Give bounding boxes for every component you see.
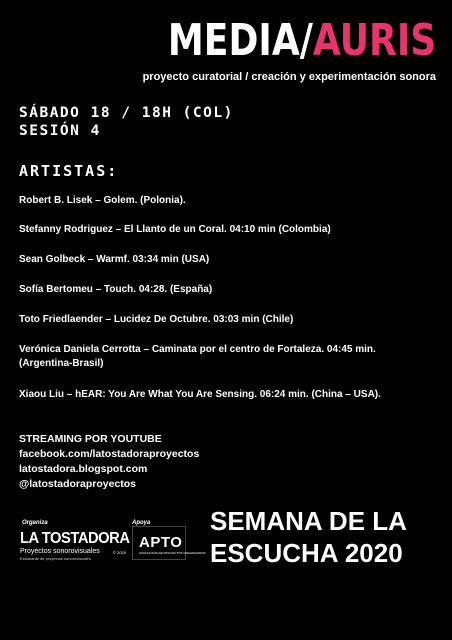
- artist-item: Robert B. Lisek – Golem. (Polonia).: [19, 195, 186, 206]
- apto-name: APTO: [139, 534, 183, 551]
- facebook-link[interactable]: facebook.com/latostadoraproyectos: [19, 448, 200, 460]
- instagram-handle[interactable]: @latostadoraproyectos: [19, 478, 137, 490]
- brand-part2: AURIS: [312, 15, 436, 66]
- session-number: SESIÓN 4: [19, 123, 101, 139]
- streaming-info: [19, 432, 199, 492]
- artist-item: Sean Golbeck – Warmf. 03:34 min (USA): [19, 254, 210, 265]
- artist-item: Xiaou Liu – hEAR: You Are What You Are Sensing. 06:24 min. (China – USA).: [19, 389, 381, 400]
- organiza-label: Organiza: [22, 520, 48, 526]
- event-title-line2: ESCUCHA 2020: [210, 538, 403, 568]
- brand-part1: MEDIA/: [167, 15, 313, 66]
- apoya-label: Apoya: [132, 520, 151, 526]
- tostadora-name: LA TOSTADORA: [20, 530, 130, 547]
- event-title-line1: SEMANA DE LA: [210, 506, 407, 536]
- session-date: SÁBADO 18 / 18H (COL): [19, 105, 234, 121]
- artist-item: Toto Friedlaender – Lucidez De Octubre. 03:03 min (Chile): [19, 314, 294, 325]
- la-tostadora-logo: [20, 530, 130, 570]
- artist-item: Sofía Bertomeu – Touch. 04:28. (España): [19, 284, 213, 295]
- tostadora-fineprint: Estudiante de proyectos sonorovisuales: [20, 556, 91, 561]
- artist-item: Verónica Daniela Cerrotta – Caminata por el centro de Fortaleza. 04:45 min. (Argentina-Brasil): [19, 344, 376, 369]
- tostadora-tagline: Proyectos sonorovisuales: [20, 548, 100, 555]
- artist-item: Stefanny Rodriguez – El Llanto de un Coral. 04:10 min (Colombia): [19, 224, 331, 235]
- session-info: [19, 104, 234, 140]
- brand-logo: [168, 16, 436, 66]
- artists-heading: ARTISTAS:: [19, 162, 119, 180]
- apto-fineprint: ASOCIACIÓN DE PROYECTOS ORGANIZADOS: [139, 551, 206, 555]
- event-title: [210, 505, 440, 569]
- subtitle: proyecto curatorial / creación y experimentación sonora: [142, 71, 436, 83]
- blog-link[interactable]: latostadora.blogspot.com: [19, 463, 148, 475]
- streaming-heading: STREAMING POR YOUTUBE: [19, 433, 162, 445]
- apto-logo: [132, 526, 206, 560]
- tostadora-mark: © 2020: [113, 550, 126, 555]
